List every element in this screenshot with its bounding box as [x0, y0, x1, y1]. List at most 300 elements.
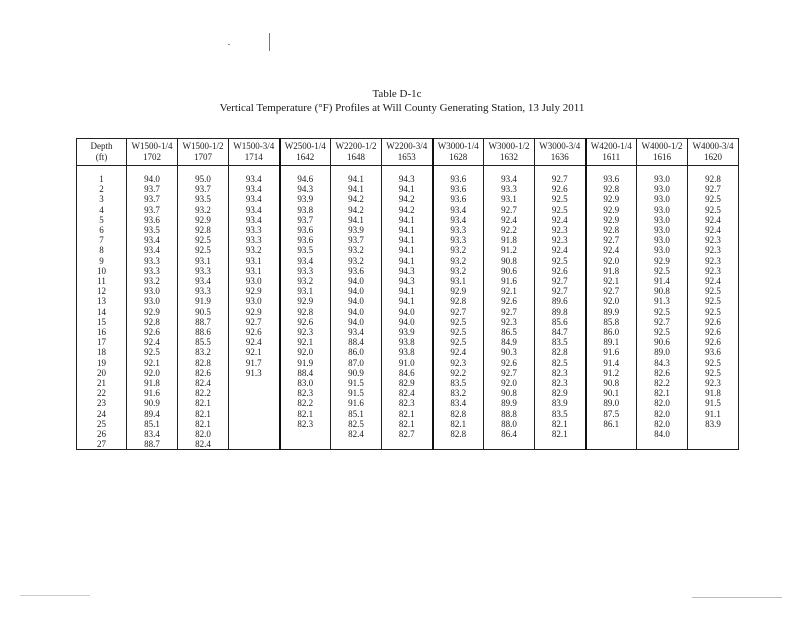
- temperature-cell: 91.4: [637, 276, 688, 286]
- scan-mark: [269, 33, 270, 51]
- temperature-cell: [229, 398, 280, 408]
- temperature-cell: 82.1: [535, 429, 586, 439]
- temperature-cell: 92.4: [688, 276, 739, 286]
- temperature-cell: 94.2: [382, 194, 433, 204]
- temperature-cell: 93.8: [382, 347, 433, 357]
- temperature-cell: 92.5: [178, 235, 229, 245]
- temperature-cell: 93.0: [229, 276, 280, 286]
- temperature-cell: 83.2: [433, 388, 484, 398]
- temperature-cell: 92.1: [127, 358, 178, 368]
- temperature-cell: 92.5: [178, 245, 229, 255]
- temperature-cell: 93.5: [127, 225, 178, 235]
- temperature-cell: 82.2: [637, 378, 688, 388]
- temperature-profile-table: [76, 138, 739, 450]
- temperature-cell: 88.6: [178, 327, 229, 337]
- temperature-cell: 90.9: [127, 398, 178, 408]
- temperature-cell: 92.7: [484, 205, 535, 215]
- temperature-cell: 94.3: [382, 266, 433, 276]
- temperature-cell: 93.0: [127, 286, 178, 296]
- scan-artifact: [692, 597, 782, 598]
- temperature-cell: 93.4: [229, 215, 280, 225]
- temperature-cell: 83.4: [127, 429, 178, 439]
- temperature-cell: 93.2: [433, 266, 484, 276]
- temperature-cell: 89.9: [586, 307, 637, 317]
- column-header-name: W2500-1/4: [284, 141, 326, 151]
- depth-cell: 1: [77, 174, 127, 184]
- spacer-row: [77, 166, 739, 175]
- column-header-time: 1702: [143, 152, 161, 162]
- temperature-cell: 91.5: [688, 398, 739, 408]
- temperature-cell: 92.0: [586, 296, 637, 306]
- column-header-time: 1707: [194, 152, 212, 162]
- column-header-time: 1632: [500, 152, 518, 162]
- temperature-cell: 94.1: [382, 245, 433, 255]
- temperature-cell: 93.4: [331, 327, 382, 337]
- temperature-cell: 91.8: [688, 388, 739, 398]
- temperature-cell: 90.8: [484, 388, 535, 398]
- table-row: [77, 439, 739, 450]
- column-header-name: W4200-1/4: [590, 141, 632, 151]
- temperature-cell: 92.7: [433, 307, 484, 317]
- temperature-cell: 92.3: [688, 378, 739, 388]
- temperature-cell: 92.3: [688, 245, 739, 255]
- temperature-cell: 93.3: [229, 225, 280, 235]
- table-row: [77, 205, 739, 215]
- temperature-cell: 86.0: [331, 347, 382, 357]
- temperature-cell: 93.8: [280, 205, 331, 215]
- column-header-station: [484, 139, 535, 166]
- depth-cell: 6: [77, 225, 127, 235]
- column-header-station: [280, 139, 331, 166]
- column-header-time: 1714: [244, 152, 263, 162]
- temperature-cell: 92.7: [586, 235, 637, 245]
- depth-cell: 15: [77, 317, 127, 327]
- temperature-cell: 93.9: [280, 194, 331, 204]
- temperature-cell: 89.8: [535, 307, 586, 317]
- depth-cell: 14: [77, 307, 127, 317]
- temperature-cell: 93.7: [331, 235, 382, 245]
- table-row: [77, 419, 739, 429]
- temperature-cell: 94.0: [331, 286, 382, 296]
- temperature-cell: 82.2: [280, 398, 331, 408]
- temperature-cell: 92.9: [127, 307, 178, 317]
- temperature-cell: 93.2: [433, 256, 484, 266]
- temperature-cell: 93.8: [382, 337, 433, 347]
- temperature-cell: 82.8: [433, 429, 484, 439]
- table-row: [77, 347, 739, 357]
- depth-cell: 3: [77, 194, 127, 204]
- temperature-cell: 93.0: [229, 296, 280, 306]
- temperature-cell: 94.2: [382, 205, 433, 215]
- temperature-cell: 92.4: [535, 245, 586, 255]
- temperature-cell: 92.5: [688, 286, 739, 296]
- temperature-cell: 89.0: [586, 398, 637, 408]
- temperature-cell: 82.0: [178, 429, 229, 439]
- temperature-cell: [586, 439, 637, 450]
- temperature-cell: 82.0: [637, 419, 688, 429]
- temperature-cell: 94.0: [382, 307, 433, 317]
- temperature-cell: 89.1: [586, 337, 637, 347]
- temperature-cell: 92.0: [586, 256, 637, 266]
- header-row: [77, 139, 739, 166]
- table-row: [77, 296, 739, 306]
- table-row: [77, 235, 739, 245]
- temperature-cell: 92.7: [688, 184, 739, 194]
- temperature-cell: 83.9: [535, 398, 586, 408]
- temperature-cell: 93.3: [433, 235, 484, 245]
- temperature-cell: 92.4: [586, 245, 637, 255]
- column-header-name: W3000-1/2: [488, 141, 530, 151]
- temperature-cell: 92.8: [280, 307, 331, 317]
- temperature-cell: 92.5: [127, 347, 178, 357]
- temperature-cell: 94.1: [382, 296, 433, 306]
- spacer-cell: [535, 166, 586, 175]
- temperature-cell: 86.4: [484, 429, 535, 439]
- temperature-cell: 91.4: [586, 358, 637, 368]
- temperature-cell: 93.0: [637, 174, 688, 184]
- temperature-cell: 91.5: [331, 388, 382, 398]
- temperature-cell: 92.5: [433, 317, 484, 327]
- temperature-cell: 88.7: [127, 439, 178, 450]
- temperature-cell: 95.0: [178, 174, 229, 184]
- temperature-cell: 92.7: [484, 368, 535, 378]
- temperature-cell: 86.5: [484, 327, 535, 337]
- temperature-cell: 93.7: [127, 184, 178, 194]
- temperature-cell: 92.0: [127, 368, 178, 378]
- temperature-cell: 90.6: [484, 266, 535, 276]
- temperature-cell: 94.0: [331, 317, 382, 327]
- temperature-cell: 85.8: [586, 317, 637, 327]
- temperature-cell: [229, 429, 280, 439]
- temperature-cell: 94.3: [280, 184, 331, 194]
- temperature-cell: 92.3: [688, 235, 739, 245]
- temperature-cell: 92.4: [484, 215, 535, 225]
- temperature-cell: 92.9: [586, 205, 637, 215]
- column-header-name: Depth: [90, 141, 113, 151]
- temperature-cell: 82.4: [178, 439, 229, 450]
- temperature-cell: 93.6: [280, 225, 331, 235]
- spacer-cell: [586, 166, 637, 175]
- temperature-cell: 92.6: [484, 296, 535, 306]
- temperature-cell: 82.1: [280, 409, 331, 419]
- temperature-cell: 92.6: [484, 358, 535, 368]
- depth-cell: 5: [77, 215, 127, 225]
- temperature-cell: 92.8: [127, 317, 178, 327]
- temperature-cell: 93.4: [484, 174, 535, 184]
- column-header-time: 1628: [449, 152, 468, 162]
- temperature-cell: 82.1: [382, 419, 433, 429]
- temperature-cell: 88.0: [484, 419, 535, 429]
- temperature-cell: 88.4: [331, 337, 382, 347]
- column-header-time: 1636: [550, 152, 569, 162]
- temperature-cell: 91.8: [127, 378, 178, 388]
- temperature-cell: 92.7: [535, 174, 586, 184]
- temperature-cell: 93.0: [637, 225, 688, 235]
- temperature-cell: 92.5: [535, 256, 586, 266]
- column-header-name: W4000-1/2: [641, 141, 683, 151]
- column-header-station: [433, 139, 484, 166]
- temperature-cell: 93.0: [637, 194, 688, 204]
- depth-cell: 17: [77, 337, 127, 347]
- temperature-cell: 92.7: [535, 276, 586, 286]
- column-header-name: W4000-3/4: [692, 141, 734, 151]
- column-header-station: [127, 139, 178, 166]
- table-row: [77, 266, 739, 276]
- temperature-cell: 93.3: [127, 266, 178, 276]
- depth-cell: 2: [77, 184, 127, 194]
- column-header-time: 1611: [602, 152, 621, 162]
- temperature-cell: 94.0: [127, 174, 178, 184]
- temperature-cell: 93.1: [178, 256, 229, 266]
- temperature-cell: 94.3: [382, 276, 433, 286]
- table-row: [77, 276, 739, 286]
- table-row: [77, 286, 739, 296]
- temperature-cell: 94.6: [280, 174, 331, 184]
- temperature-cell: 94.1: [382, 286, 433, 296]
- temperature-cell: 91.6: [331, 398, 382, 408]
- temperature-cell: 93.3: [280, 266, 331, 276]
- temperature-cell: 93.1: [433, 276, 484, 286]
- temperature-cell: 92.5: [433, 337, 484, 347]
- temperature-cell: 85.6: [535, 317, 586, 327]
- temperature-cell: 93.5: [178, 194, 229, 204]
- temperature-cell: [433, 439, 484, 450]
- table-body: [77, 166, 739, 450]
- temperature-cell: 90.1: [586, 388, 637, 398]
- temperature-cell: 93.2: [331, 245, 382, 255]
- temperature-cell: 84.6: [382, 368, 433, 378]
- temperature-cell: 93.1: [229, 266, 280, 276]
- temperature-cell: 93.3: [178, 266, 229, 276]
- temperature-cell: 83.0: [280, 378, 331, 388]
- temperature-cell: 92.6: [280, 317, 331, 327]
- table-row: [77, 429, 739, 439]
- temperature-cell: 90.9: [331, 368, 382, 378]
- temperature-cell: 94.0: [331, 276, 382, 286]
- temperature-cell: 92.9: [229, 286, 280, 296]
- temperature-cell: 93.4: [229, 205, 280, 215]
- temperature-cell: 89.6: [535, 296, 586, 306]
- column-header-station: [637, 139, 688, 166]
- column-header-name: W3000-3/4: [539, 141, 581, 151]
- temperature-cell: 94.1: [331, 184, 382, 194]
- temperature-cell: 94.2: [331, 194, 382, 204]
- table-row: [77, 307, 739, 317]
- temperature-cell: 93.4: [433, 215, 484, 225]
- table-title-block: [0, 87, 800, 115]
- temperature-cell: 92.5: [637, 266, 688, 276]
- temperature-cell: 87.5: [586, 409, 637, 419]
- temperature-cell: 83.5: [535, 337, 586, 347]
- temperature-cell: 92.7: [484, 307, 535, 317]
- temperature-cell: 92.5: [637, 327, 688, 337]
- temperature-cell: 92.7: [535, 286, 586, 296]
- temperature-cell: 94.1: [382, 256, 433, 266]
- temperature-cell: 91.2: [586, 368, 637, 378]
- temperature-cell: 91.9: [178, 296, 229, 306]
- column-header-depth: [77, 139, 127, 166]
- temperature-cell: 90.8: [484, 256, 535, 266]
- temperature-cell: 92.3: [535, 225, 586, 235]
- column-header-station: [229, 139, 280, 166]
- depth-cell: 7: [77, 235, 127, 245]
- temperature-cell: 82.1: [382, 409, 433, 419]
- temperature-cell: 91.6: [586, 347, 637, 357]
- table-row: [77, 409, 739, 419]
- temperature-cell: 86.0: [586, 327, 637, 337]
- temperature-cell: 93.2: [331, 256, 382, 266]
- temperature-cell: 92.5: [433, 327, 484, 337]
- temperature-cell: 90.8: [637, 286, 688, 296]
- temperature-cell: 93.4: [229, 184, 280, 194]
- table-caption: Vertical Temperature (°F) Profiles at Will County Generating Station, 13 July 2011: [219, 102, 585, 114]
- temperature-cell: 84.0: [637, 429, 688, 439]
- temperature-cell: 92.7: [586, 286, 637, 296]
- temperature-cell: 92.5: [688, 296, 739, 306]
- temperature-cell: 92.4: [535, 215, 586, 225]
- temperature-cell: 93.3: [433, 225, 484, 235]
- temperature-cell: 92.7: [229, 317, 280, 327]
- temperature-cell: 93.6: [331, 266, 382, 276]
- temperature-cell: 89.9: [484, 398, 535, 408]
- temperature-cell: 93.2: [229, 245, 280, 255]
- temperature-cell: 84.9: [484, 337, 535, 347]
- column-header-station: [178, 139, 229, 166]
- table-row: [77, 245, 739, 255]
- spacer-cell: [484, 166, 535, 175]
- temperature-cell: 82.3: [382, 398, 433, 408]
- temperature-cell: 93.6: [127, 215, 178, 225]
- temperature-cell: 92.3: [280, 327, 331, 337]
- depth-cell: 9: [77, 256, 127, 266]
- temperature-cell: 92.3: [484, 317, 535, 327]
- temperature-cell: 92.9: [433, 286, 484, 296]
- temperature-cell: [229, 409, 280, 419]
- temperature-cell: 83.2: [178, 347, 229, 357]
- temperature-cell: 93.3: [127, 256, 178, 266]
- spacer-cell: [77, 166, 127, 175]
- temperature-cell: 82.1: [178, 409, 229, 419]
- temperature-cell: 82.5: [535, 358, 586, 368]
- scan-speck: [228, 44, 230, 45]
- temperature-cell: 82.9: [535, 388, 586, 398]
- temperature-cell: 84.3: [637, 358, 688, 368]
- temperature-cell: 92.9: [586, 194, 637, 204]
- temperature-cell: 93.4: [280, 256, 331, 266]
- temperature-cell: 93.6: [433, 174, 484, 184]
- temperature-cell: 93.4: [127, 235, 178, 245]
- temperature-cell: 92.5: [637, 307, 688, 317]
- temperature-cell: 82.8: [178, 358, 229, 368]
- temperature-cell: 93.0: [637, 205, 688, 215]
- temperature-cell: 90.5: [178, 307, 229, 317]
- temperature-cell: 82.2: [178, 388, 229, 398]
- temperature-cell: 82.3: [280, 419, 331, 429]
- temperature-cell: 93.1: [280, 286, 331, 296]
- column-header-time: 1620: [704, 152, 722, 162]
- table-row: [77, 194, 739, 204]
- temperature-cell: [586, 429, 637, 439]
- temperature-cell: [688, 429, 739, 439]
- temperature-cell: 92.5: [688, 358, 739, 368]
- temperature-cell: 93.9: [331, 225, 382, 235]
- column-header-time: (ft): [95, 152, 108, 162]
- temperature-cell: 92.3: [535, 235, 586, 245]
- temperature-cell: 82.4: [331, 429, 382, 439]
- temperature-cell: 92.5: [535, 205, 586, 215]
- table-row: [77, 398, 739, 408]
- table-row: [77, 368, 739, 378]
- depth-cell: 27: [77, 439, 127, 450]
- depth-cell: 18: [77, 347, 127, 357]
- temperature-cell: 82.8: [535, 347, 586, 357]
- temperature-cell: 82.7: [382, 429, 433, 439]
- temperature-cell: 92.9: [229, 307, 280, 317]
- temperature-cell: 91.5: [331, 378, 382, 388]
- temperature-cell: 88.4: [280, 368, 331, 378]
- depth-cell: 25: [77, 419, 127, 429]
- depth-cell: 20: [77, 368, 127, 378]
- table-row: [77, 174, 739, 184]
- temperature-cell: 94.2: [331, 205, 382, 215]
- temperature-cell: 92.5: [688, 368, 739, 378]
- spacer-cell: [178, 166, 229, 175]
- temperature-cell: [229, 419, 280, 429]
- table-row: [77, 337, 739, 347]
- temperature-cell: 93.3: [178, 286, 229, 296]
- depth-cell: 10: [77, 266, 127, 276]
- temperature-cell: 82.0: [637, 409, 688, 419]
- temperature-cell: 93.4: [433, 205, 484, 215]
- column-header-name: W2200-3/4: [386, 141, 428, 151]
- temperature-cell: [280, 429, 331, 439]
- depth-cell: 19: [77, 358, 127, 368]
- temperature-cell: 92.6: [229, 327, 280, 337]
- temperature-cell: 93.0: [127, 296, 178, 306]
- temperature-cell: 93.4: [178, 276, 229, 286]
- table-row: [77, 256, 739, 266]
- temperature-cell: 92.1: [586, 276, 637, 286]
- temperature-cell: 91.6: [127, 388, 178, 398]
- temperature-cell: 90.3: [484, 347, 535, 357]
- temperature-cell: 94.1: [382, 225, 433, 235]
- temperature-cell: 92.9: [280, 296, 331, 306]
- depth-cell: 23: [77, 398, 127, 408]
- spacer-cell: [229, 166, 280, 175]
- temperature-cell: 92.6: [535, 266, 586, 276]
- temperature-cell: 92.3: [688, 266, 739, 276]
- temperature-cell: 92.0: [280, 347, 331, 357]
- depth-cell: 26: [77, 429, 127, 439]
- temperature-cell: 85.5: [178, 337, 229, 347]
- temperature-cell: 93.7: [127, 205, 178, 215]
- temperature-cell: 82.3: [535, 368, 586, 378]
- spacer-cell: [331, 166, 382, 175]
- temperature-cell: 82.4: [178, 378, 229, 388]
- temperature-cell: 91.7: [229, 358, 280, 368]
- temperature-cell: 92.8: [688, 174, 739, 184]
- temperature-cell: 92.9: [586, 215, 637, 225]
- temperature-cell: [484, 439, 535, 450]
- column-header-time: 1616: [653, 152, 671, 162]
- temperature-cell: 92.3: [688, 256, 739, 266]
- temperature-cell: 82.4: [382, 388, 433, 398]
- temperature-cell: 93.7: [280, 215, 331, 225]
- temperature-cell: 89.0: [637, 347, 688, 357]
- temperature-cell: 93.0: [637, 215, 688, 225]
- temperature-cell: 82.6: [637, 368, 688, 378]
- column-header-name: W2200-1/2: [335, 141, 377, 151]
